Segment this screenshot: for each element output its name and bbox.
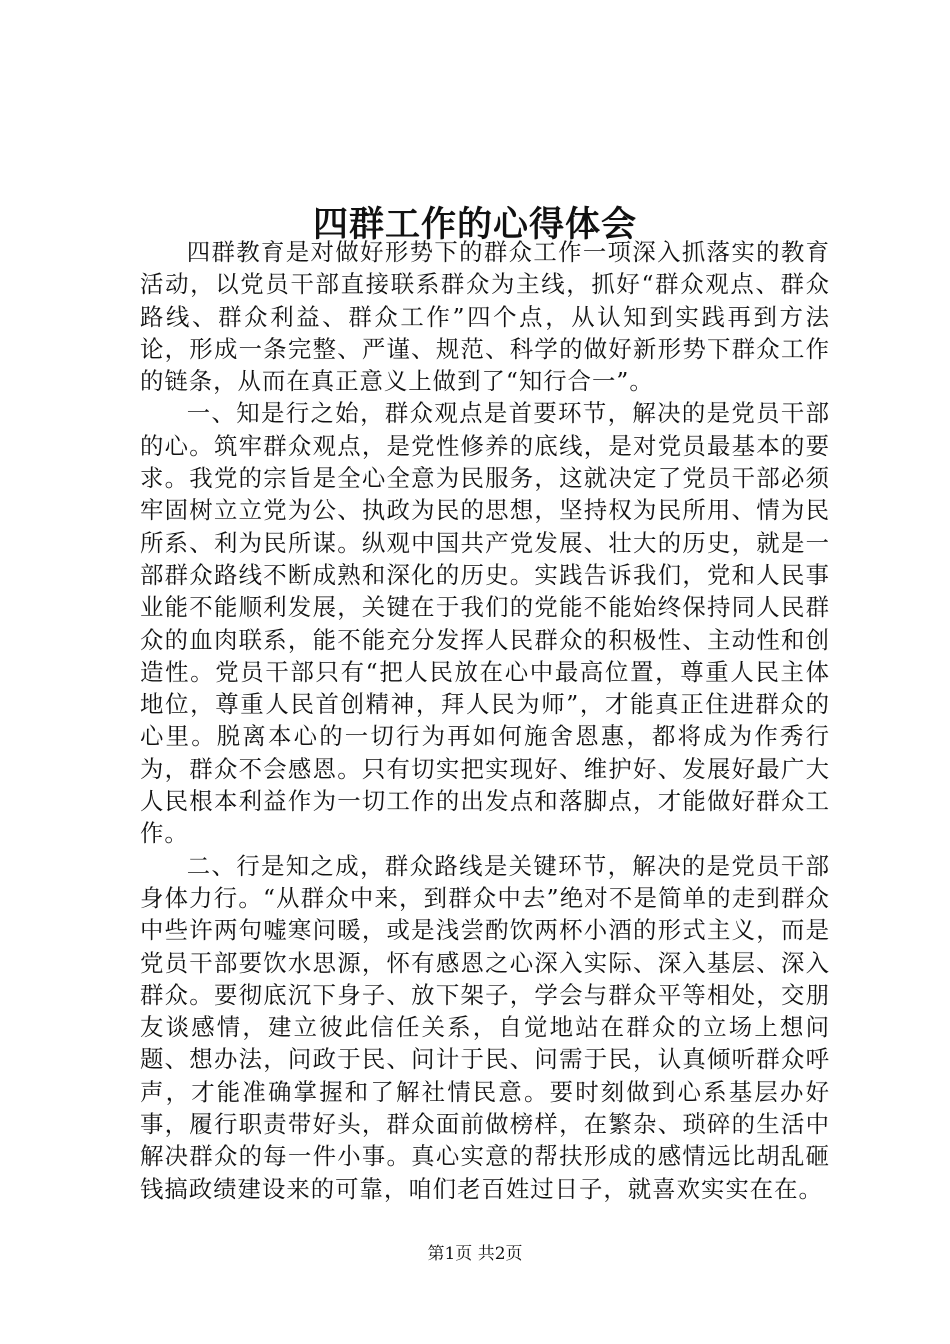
document-title: 四群工作的心得体会	[312, 204, 637, 246]
page-footer: 第1页 共2页	[427, 1244, 523, 1264]
paragraph-section-one: 一、知是行之始，群众观点是首要环节，解决的是党员干部的心。筑牢群众观点，是党性修养的底线，是对党员最基本的要求。我党的宗旨是全心全意为民服务，这就决定了党员干部必须牢固树立立党为公、执政为民的思想，坚持权为民所用、情为民所系、利为民所谋。纵观中国共产党发展、壮大的历史，就是一部群众路线不断成熟和深化的历史。实践告诉我们，党和人民事业能不能顺利发展，关键在于我们的党能不能始终保持同人民群众的血肉联系，能不能充分发挥人民群众的积极性、主动性和创造性。党员干部只有“把人民放在心中最高位置，尊重人民主体地位，尊重人民首创精神，拜人民为师”，才能真正住进群众的心里。脱离本心的一切行为再如何施舍恩惠，都将成为作秀行为，群众不会感恩。只有切实把实现好、维护好、发展好最广大人民根本利益作为一切工作的出发点和落脚点，才能做好群众工作。	[140, 399, 830, 848]
paragraph-section-two: 二、行是知之成，群众路线是关键环节，解决的是党员干部身体力行。“从群众中来，到群众中去”绝对不是简单的走到群众中些许两句嘘寒问暖，或是浅尝酌饮两杯小酒的形式主义，而是党员干部要饮水思源，怀有感恩之心深入实际、深入基层、深入群众。要彻底沉下身子、放下架子，学会与群众平等相处，交朋友谈感情，建立彼此信任关系，自觉地站在群众的立场上想问题、想办法，问政于民、问计于民、问需于民，认真倾听群众呼声，才能准确掌握和了解社情民意。要时刻做到心系基层办好事，履行职责带好头，群众面前做榜样，在繁杂、琐碎的生活中解决群众的每一件小事。真心实意的帮扶形成的感情远比胡乱砸钱搞政绩建设来的可靠，咱们老百姓过日子，就喜欢实实在在。	[140, 851, 830, 1203]
paragraph-intro: 四群教育是对做好形势下的群众工作一项深入抓落实的教育活动，以党员干部直接联系群众为主线，抓好“群众观点、群众路线、群众利益、群众工作”四个点，从认知到实践再到方法论，形成一条完整、严谨、规范、科学的做好新形势下群众工作的链条，从而在真正意义上做到了“知行合一”。	[140, 238, 830, 396]
document-body	[140, 236, 830, 1205]
